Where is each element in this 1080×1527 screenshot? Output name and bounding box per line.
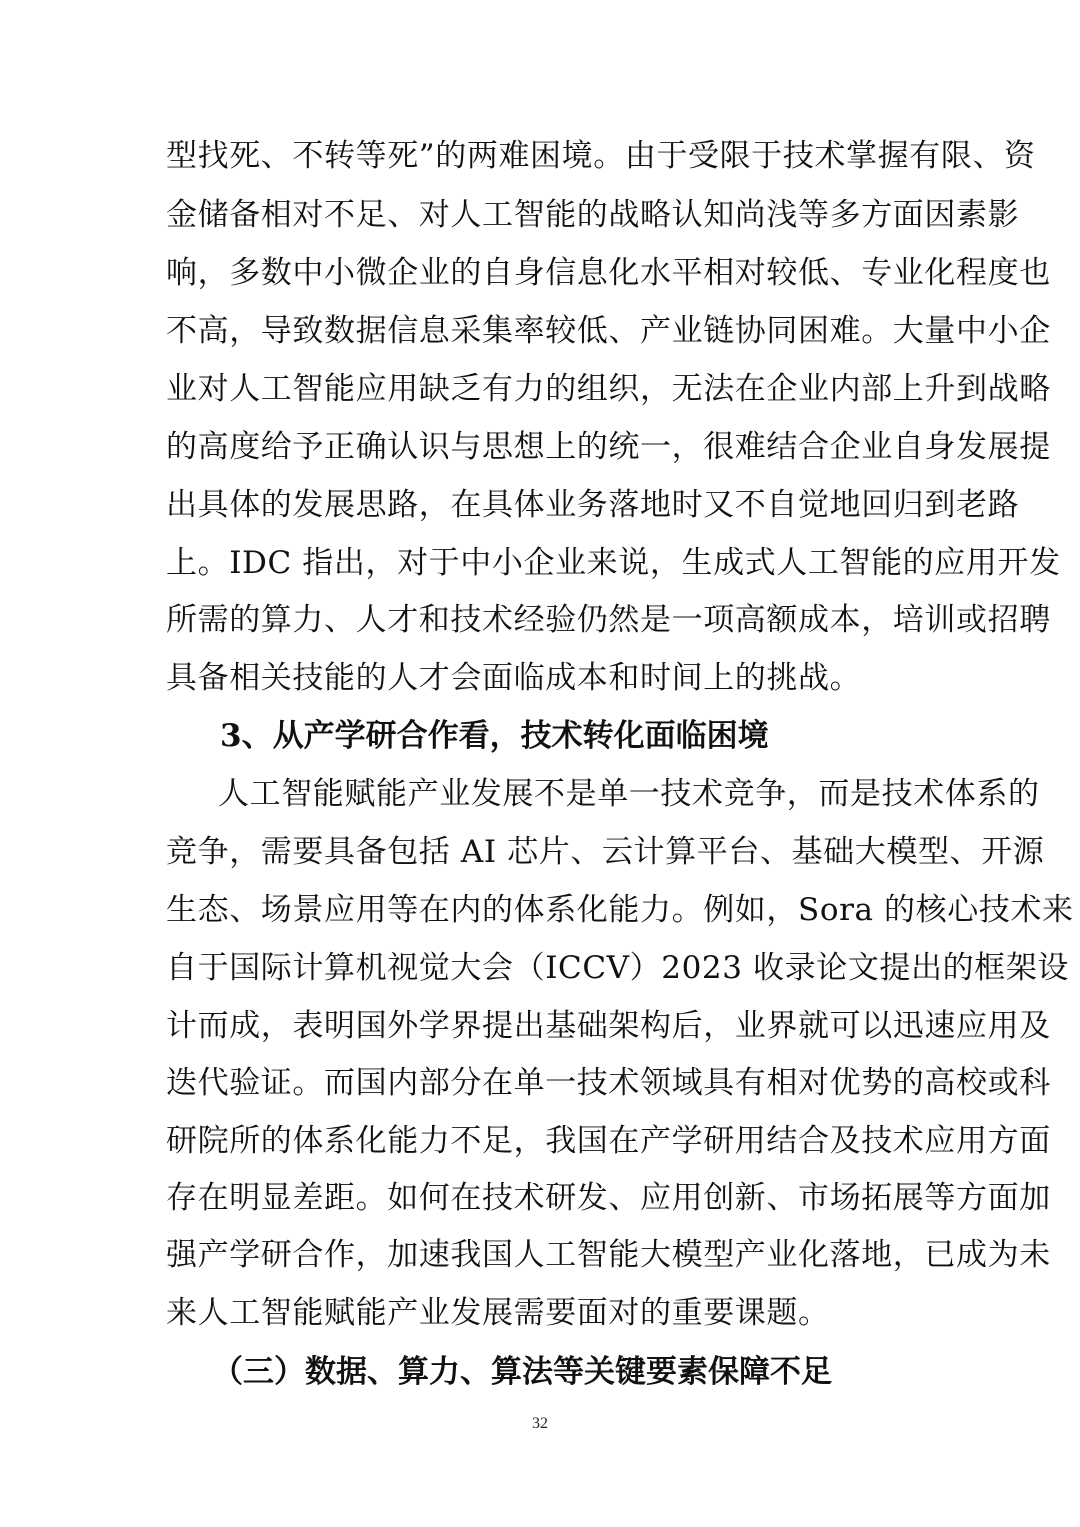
text-line: 具备相关技能的人才会面临成本和时间上的挑战。 — [166, 660, 862, 696]
text-line: 存在明显差距。如何在技术研发、应用创新、市场拓展等方面加 — [166, 1180, 1051, 1216]
text-line: 强产学研合作，加速我国人工智能大模型产业化落地，已成为未 — [166, 1237, 1051, 1273]
page-number: 32 — [532, 1415, 548, 1432]
text-line: 生态、场景应用等在内的体系化能力。例如，Sora 的核心技术来 — [166, 892, 1074, 928]
text-line: 响，多数中小微企业的自身信息化水平相对较低、专业化程度也 — [166, 255, 1051, 291]
text-line: 上。IDC 指出，对于中小企业来说，生成式人工智能的应用开发 — [166, 545, 1061, 581]
text-line: 出具体的发展思路，在具体业务落地时又不自觉地回归到老路 — [166, 487, 1020, 523]
text-line: 金储备相对不足、对人工智能的战略认知尚浅等多方面因素影 — [166, 197, 1020, 233]
subsection-heading: 3、从产学研合作看，技术转化面临困境 — [220, 718, 769, 754]
text-line: 自于国际计算机视觉大会（ICCV）2023 收录论文提出的框架设 — [166, 950, 1070, 986]
text-line: 业对人工智能应用缺乏有力的组织，无法在企业内部上升到战略 — [166, 371, 1051, 407]
text-line: 竞争，需要具备包括 AI 芯片、云计算平台、基础大模型、开源 — [166, 834, 1045, 870]
text-line: 不高，导致数据信息采集率较低、产业链协同困难。大量中小企 — [166, 313, 1051, 349]
text-line: 型找死、不转等死”的两难困境。由于受限于技术掌握有限、资 — [166, 138, 1036, 174]
section-heading: （三）数据、算力、算法等关键要素保障不足 — [212, 1354, 832, 1390]
text-line: 迭代验证。而国内部分在单一技术领域具有相对优势的高校或科 — [166, 1065, 1051, 1101]
text-line: 来人工智能赋能产业发展需要面对的重要课题。 — [166, 1295, 830, 1331]
text-line: 人工智能赋能产业发展不是单一技术竞争，而是技术体系的 — [218, 776, 1040, 812]
text-line: 研院所的体系化能力不足，我国在产学研用结合及技术应用方面 — [166, 1123, 1051, 1159]
text-line: 所需的算力、人才和技术经验仍然是一项高额成本，培训或招聘 — [166, 602, 1051, 638]
text-line: 的高度给予正确认识与思想上的统一，很难结合企业自身发展提 — [166, 429, 1051, 465]
text-line: 计而成，表明国外学界提出基础架构后，业界就可以迅速应用及 — [166, 1008, 1051, 1044]
